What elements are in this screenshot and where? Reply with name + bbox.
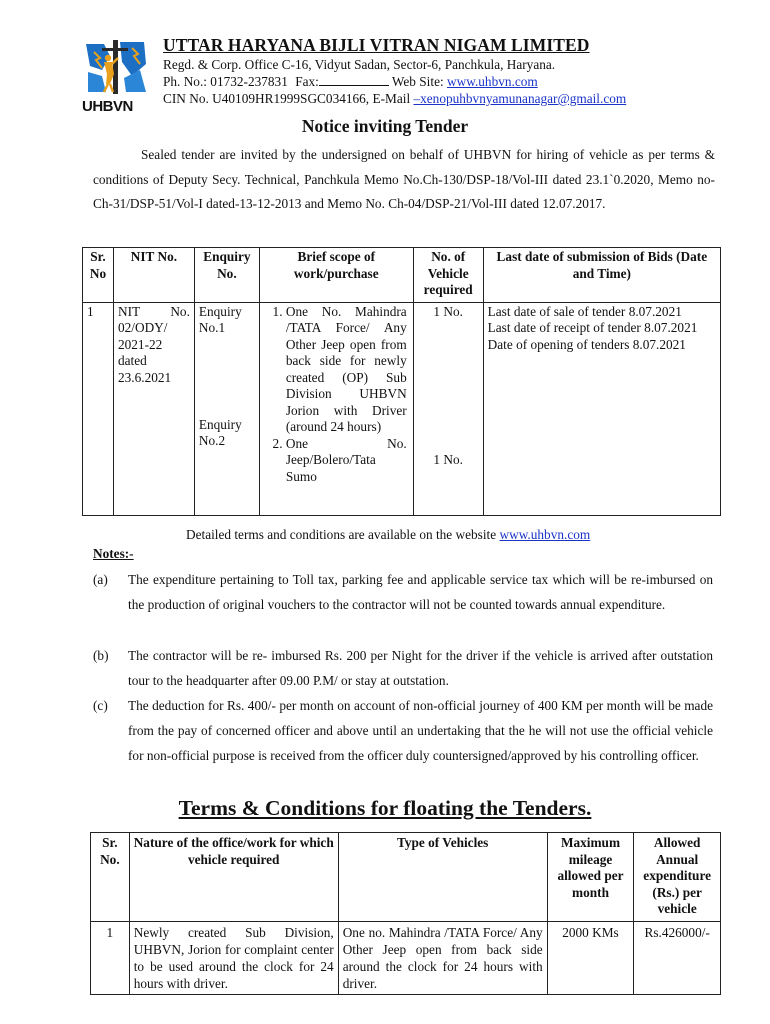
scope-list (264, 304, 407, 486)
note-label: (b) (93, 648, 109, 663)
address-line: Regd. & Corp. Office C-16, Vidyut Sadan, Sector-6, Panchkula, Haryana. (163, 57, 556, 72)
enquiry-2: Enquiry No.2 (198, 416, 242, 448)
website-label: Web Site: (391, 74, 444, 89)
note-text: The contractor will be re- imbursed Rs. 200 per Night for the driver if the vehicle is arrived after outstation tour to the headquarter after 09.00 P.M/ or stay at outstation. (128, 648, 713, 688)
terms-title: Terms & Conditions for floating the Tenders. (178, 796, 592, 820)
note-label: (c) (93, 698, 108, 713)
sr-cell: 1 (91, 921, 130, 994)
note-text: The expenditure pertaining to Toll tax, parking fee and applicable service tax which will be re-imbursed on the production of original vouchers to the contractor will not be counted towards annual expenditure. (128, 572, 713, 612)
header-cell: Maximum mileage allowed per month (547, 833, 634, 922)
date-sale: Last date of sale of tender 8.07.2021 (487, 303, 682, 319)
vehicle-type-cell: One no. Mahindra /TATA Force/ Any Other Jeep open from back side around the clock for 24 hours with driver. (338, 921, 547, 994)
detail-website-link[interactable]: www.uhbvn.com (499, 527, 591, 542)
organization-name: UTTAR HARYANA BIJLI VITRAN NIGAM LIMITED (163, 35, 590, 55)
fax-label: Fax: (295, 74, 319, 89)
nature-cell: Newly created Sub Division, UHBVN, Jorion for complaint center to be used around the clock for 24 hours with driver. (129, 921, 338, 994)
fax-blank (319, 73, 389, 86)
cin-number: U40109HR1999SGC034166, (212, 91, 370, 106)
mileage-cell: 2000 KMs (547, 921, 634, 994)
phone-label: Ph. No.: (163, 74, 207, 89)
table-header-row (91, 833, 721, 922)
header-cell: Enquiry No. (194, 248, 259, 303)
header-cell: Last date of submission of Bids (Date and Time) (483, 248, 720, 303)
table-header-row (83, 248, 721, 303)
cin-line (163, 90, 763, 107)
vehicles-cell (413, 302, 483, 516)
notice-intro: Sealed tender are invited by the undersigned on behalf of UHBVN for hiring of vehicle as per terms & conditions of Deputy Secy. Technical, Panchkula Memo No.Ch-130/DSP-18/Vol-III dated 23.1`0.2020, Memo no-Ch-31/DSP-51/Vol-I dated-13-12-2013 and Memo No. Ch-04/DSP-21/Vol-III dated 12.07.2017. (93, 147, 715, 211)
enquiry-1: Enquiry No.1 (198, 303, 242, 335)
scope-cell (259, 302, 413, 516)
letterhead (163, 34, 763, 107)
note-c (93, 693, 713, 768)
date-receipt: Last date of receipt of tender 8.07.2021 (487, 320, 698, 335)
detail-line (186, 527, 590, 543)
header-cell: No. of Vehicle required (413, 248, 483, 303)
vehicles-1: 1 No. (433, 303, 463, 319)
note-text: The deduction for Rs. 400/- per month on account of non-official journey of 400 KM per month will be made from the pay of concerned officer and above until an undertaking that the he will not use the official vehicle for non-official purpose is received from the officer duly countersigned/approved by his controlling officer. (128, 698, 713, 763)
enquiry-cell (194, 302, 259, 516)
table-row (91, 921, 721, 994)
logo-text: UHBVN (82, 98, 133, 115)
sr-cell: 1 (83, 302, 114, 516)
expenditure-cell: Rs.426000/- (634, 921, 721, 994)
terms-table (90, 832, 721, 995)
website-link[interactable]: www.uhbvn.com (447, 74, 538, 89)
table-row (83, 302, 721, 516)
cin-label: CIN No. (163, 91, 209, 106)
scope-item-1: 1. One No. Mahindra /TATA Force/ Any Other Jeep open from back side for newly created (OP) Sub Division UHBVN Jorion with Driver (around 24 hours) (286, 304, 407, 436)
nit-cell: NIT No. 02/ODY/ 2021-22 dated 23.6.2021 (113, 302, 194, 516)
notice-title: Notice inviting Tender (301, 116, 469, 136)
vehicles-2: 1 No. (433, 452, 463, 467)
note-b (93, 643, 713, 693)
contact-line (163, 73, 763, 90)
notes-heading: Notes:- (93, 546, 134, 561)
dates-cell (483, 302, 720, 516)
email-link[interactable]: –xenopuhbvnyamunanagar@gmail.com (413, 91, 627, 106)
phone-number: 01732-237831 (210, 74, 288, 89)
header-cell: Brief scope of work/purchase (259, 248, 413, 303)
tender-table (82, 247, 721, 516)
header-cell: Sr. No (83, 248, 114, 303)
note-label: (a) (93, 572, 108, 587)
header-cell: Type of Vehicles (338, 833, 547, 922)
header-cell: NIT No. (113, 248, 194, 303)
detail-text: Detailed terms and conditions are available on the website (186, 527, 497, 542)
date-opening: Date of opening of tenders 8.07.2021 (487, 336, 686, 352)
email-label: E-Mail (372, 91, 411, 106)
scope-item-2: 2. One No. Jeep/Bolero/Tata Sumo (286, 436, 407, 486)
header-cell: Nature of the office/work for which vehicle required (129, 833, 338, 922)
note-a (93, 567, 713, 617)
uhbvn-logo (80, 36, 152, 118)
header-cell: Sr. No. (91, 833, 130, 922)
header-cell: Allowed Annual expenditure (Rs.) per vehicle (634, 833, 721, 922)
